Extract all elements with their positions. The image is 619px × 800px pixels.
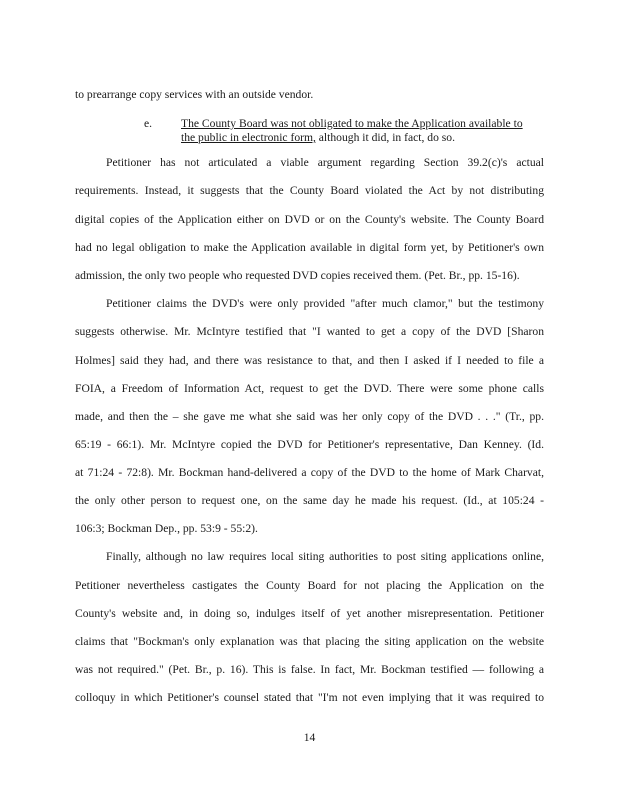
section-heading-letter: e. bbox=[144, 117, 153, 130]
paragraph-2-line-5: made, and then the – she gave me what she said was her only copy of the DVD . . ." (Tr., pp. bbox=[75, 410, 544, 423]
paragraph-3-line-3: County's website and, in doing so, indulges itself of yet another misrepresentation. Petitioner bbox=[75, 607, 544, 620]
paragraph-3-line-1: Finally, although no law requires local siting authorities to post siting applications online, bbox=[106, 550, 544, 563]
paragraph-2-line-2: suggests otherwise. Mr. McIntyre testified that "I wanted to get a copy of the DVD [Sharon bbox=[75, 325, 544, 338]
paragraph-2-line-7: at 71:24 - 72:8). Mr. Bockman hand-delivered a copy of the DVD to the home of Mark Charvat, bbox=[75, 466, 544, 479]
section-heading-line-1: The County Board was not obligated to make the Application available to bbox=[181, 117, 523, 130]
page-number: 14 bbox=[303, 731, 316, 744]
paragraph-1-line-3: digital copies of the Application either on DVD or on the County's website. The County Board bbox=[75, 213, 544, 226]
paragraph-3-line-6: colloquy in which Petitioner's counsel stated that "I'm not even implying that it was required to bbox=[75, 691, 544, 704]
section-heading-tail: although it did, in fact, do so. bbox=[315, 131, 455, 144]
paragraph-2-line-9: 106:3; Bockman Dep., pp. 53:9 - 55:2). bbox=[75, 522, 258, 535]
paragraph-2-line-8: the only other person to request one, on the same day he made his request. (Id., at 105:24 - bbox=[75, 494, 544, 507]
paragraph-3-line-2: Petitioner nevertheless castigates the County Board for not placing the Application on the bbox=[75, 579, 544, 592]
paragraph-1-line-1: Petitioner has not articulated a viable argument regarding Section 39.2(c)'s actual bbox=[106, 156, 544, 169]
paragraph-2-line-4: FOIA, a Freedom of Information Act, request to get the DVD. There were some phone calls bbox=[75, 382, 544, 395]
paragraph-1-line-2: requirements. Instead, it suggests that the County Board violated the Act by not distributing bbox=[75, 184, 544, 197]
paragraph-2-line-6: 65:19 - 66:1). Mr. McIntyre copied the DVD for Petitioner's representative, Dan Kenney. (Id. bbox=[75, 438, 544, 451]
paragraph-1-line-4: had no legal obligation to make the Application available in digital form yet, by Petitioner's own bbox=[75, 241, 544, 254]
paragraph-2-line-3: Holmes] said they had, and there was resistance to that, and then I asked if I needed to file a bbox=[75, 354, 544, 367]
paragraph-3-line-4: claims that "Bockman's only explanation was that placing the siting application on the website bbox=[75, 635, 544, 648]
section-heading-underlined: the public in electronic form, bbox=[181, 131, 316, 144]
paragraph-2-line-1: Petitioner claims the DVD's were only provided "after much clamor," but the testimony bbox=[106, 297, 544, 310]
section-heading-line-2 bbox=[181, 131, 455, 145]
text-line: to prearrange copy services with an outside vendor. bbox=[75, 88, 314, 101]
paragraph-1-line-5: admission, the only two people who requested DVD copies received them. (Pet. Br., pp. 15-16). bbox=[75, 269, 520, 282]
paragraph-3-line-5: was not required." (Pet. Br., p. 16). This is false. In fact, Mr. Bockman testified — following a bbox=[75, 663, 544, 676]
